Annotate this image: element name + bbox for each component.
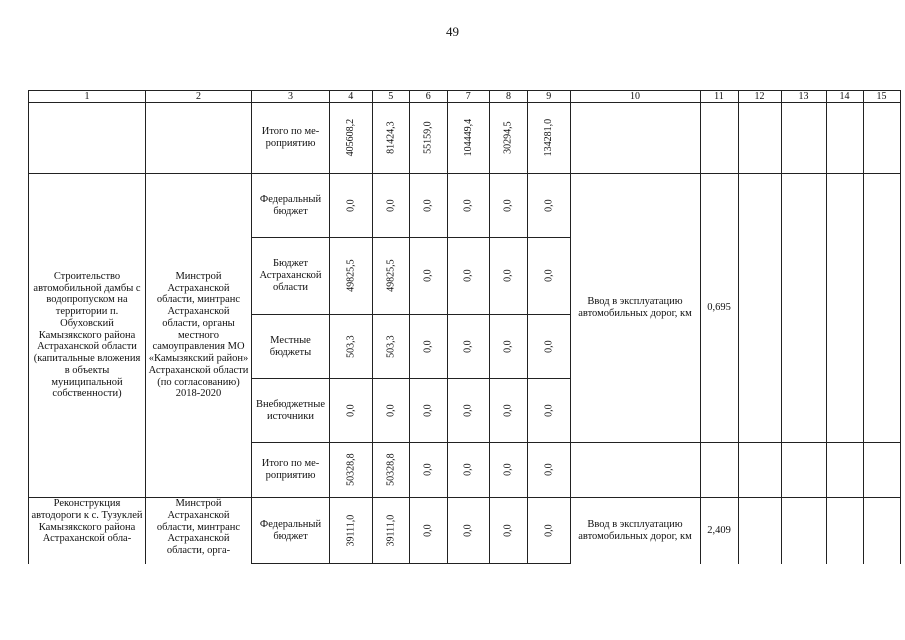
value-cell: 503,3	[330, 315, 373, 379]
empty-cell	[826, 443, 863, 498]
value-cell: 55159,0	[410, 103, 448, 174]
source-label: Бюджет Астраханской области	[252, 238, 330, 315]
empty-cell	[146, 103, 252, 174]
value-cell: 0,0	[330, 174, 373, 238]
value-cell: 0,0	[528, 174, 571, 238]
value-cell: 30294,5	[490, 103, 528, 174]
col-number: 1	[29, 91, 146, 103]
value-cell: 0,0	[528, 443, 571, 498]
empty-cell	[781, 443, 826, 498]
indicator-name: Ввод в эксплуатацию автомобильных дорог, км	[570, 174, 700, 443]
col-number: 12	[738, 91, 781, 103]
empty-cell	[738, 174, 781, 443]
empty-cell	[826, 103, 863, 174]
empty-cell	[700, 443, 738, 498]
value-cell: 0,0	[490, 315, 528, 379]
empty-cell	[781, 498, 826, 564]
col-number: 4	[330, 91, 373, 103]
value-cell: 0,0	[447, 238, 490, 315]
empty-cell	[826, 498, 863, 564]
empty-cell	[863, 174, 900, 443]
budget-table	[28, 90, 901, 564]
value-cell: 0,0	[447, 498, 490, 564]
value-cell: 0,0	[372, 174, 410, 238]
value-cell: 0,0	[410, 443, 448, 498]
value-cell: 0,0	[447, 174, 490, 238]
project-executor: Минстрой Астраханской области, минтранс Астраханской области, орга-	[146, 498, 252, 564]
value-cell: 0,0	[410, 379, 448, 443]
col-number: 5	[372, 91, 410, 103]
value-cell: 0,0	[410, 498, 448, 564]
col-number: 13	[781, 91, 826, 103]
value-cell: 0,0	[528, 498, 571, 564]
empty-cell	[826, 174, 863, 443]
value-cell: 0,0	[447, 315, 490, 379]
value-cell: 0,0	[372, 379, 410, 443]
col-number: 9	[528, 91, 571, 103]
value-cell: 0,0	[490, 379, 528, 443]
empty-cell	[863, 103, 900, 174]
value-cell: 104449,4	[447, 103, 490, 174]
empty-cell	[570, 443, 700, 498]
value-cell: 0,0	[447, 443, 490, 498]
empty-cell	[781, 174, 826, 443]
value-cell: 0,0	[410, 238, 448, 315]
col-number: 8	[490, 91, 528, 103]
value-cell: 0,0	[410, 315, 448, 379]
value-cell: 39111,0	[330, 498, 373, 564]
project-executor: Минстрой Астраханской области, минтранс Астраханской области, органы местного самоуправления МО «Камызякский район» Астраханской области (по согласованию) 2018-2020	[146, 174, 252, 498]
col-number: 14	[826, 91, 863, 103]
page-number: 49	[446, 24, 459, 39]
col-number: 7	[447, 91, 490, 103]
empty-cell	[738, 443, 781, 498]
empty-cell	[781, 103, 826, 174]
col-number: 3	[252, 91, 330, 103]
empty-cell	[738, 103, 781, 174]
value-cell: 0,0	[490, 174, 528, 238]
col-number: 11	[700, 91, 738, 103]
col-number: 6	[410, 91, 448, 103]
value-cell: 39111,0	[372, 498, 410, 564]
col-number: 10	[570, 91, 700, 103]
value-cell: 49825,5	[372, 238, 410, 315]
value-cell: 405608,2	[330, 103, 373, 174]
value-cell: 50328,8	[372, 443, 410, 498]
project-name: Строительство автомобильной дамбы с водопропуском на территории п. Обуховский Камызякского района Астраханской области (капитальные вложения в объекты муниципальной собственности)	[29, 174, 146, 498]
indicator-name: Ввод в эксплуатацию автомобильных дорог, км	[570, 498, 700, 564]
source-label: Итого по ме-роприятию	[252, 443, 330, 498]
project-name: Реконструкция автодороги к с. Тузуклей Камызякского района Астраханской обла-	[29, 498, 146, 564]
value-cell: 134281,0	[528, 103, 571, 174]
value-cell: 81424,3	[372, 103, 410, 174]
indicator-value: 0,695	[700, 174, 738, 443]
value-cell: 50328,8	[330, 443, 373, 498]
value-cell: 0,0	[330, 379, 373, 443]
source-label: Федеральный бюджет	[252, 174, 330, 238]
col-number: 15	[863, 91, 900, 103]
source-label: Итого по ме-роприятию	[252, 103, 330, 174]
value-cell: 0,0	[528, 315, 571, 379]
empty-cell	[29, 103, 146, 174]
indicator-value: 2,409	[700, 498, 738, 564]
source-label: Местные бюджеты	[252, 315, 330, 379]
empty-cell	[863, 443, 900, 498]
table-row	[29, 103, 901, 174]
table-row	[29, 498, 901, 564]
col-number: 2	[146, 91, 252, 103]
table-row	[29, 174, 901, 238]
source-label: Внебюджетные источники	[252, 379, 330, 443]
empty-cell	[738, 498, 781, 564]
value-cell: 0,0	[490, 498, 528, 564]
value-cell: 0,0	[410, 174, 448, 238]
value-cell: 0,0	[528, 379, 571, 443]
value-cell: 0,0	[528, 238, 571, 315]
value-cell: 49825,5	[330, 238, 373, 315]
value-cell: 0,0	[490, 238, 528, 315]
source-label: Федеральный бюджет	[252, 498, 330, 564]
value-cell: 0,0	[490, 443, 528, 498]
value-cell: 0,0	[447, 379, 490, 443]
empty-cell	[570, 103, 700, 174]
column-number-row	[29, 91, 901, 103]
empty-cell	[700, 103, 738, 174]
value-cell: 503,3	[372, 315, 410, 379]
empty-cell	[863, 498, 900, 564]
